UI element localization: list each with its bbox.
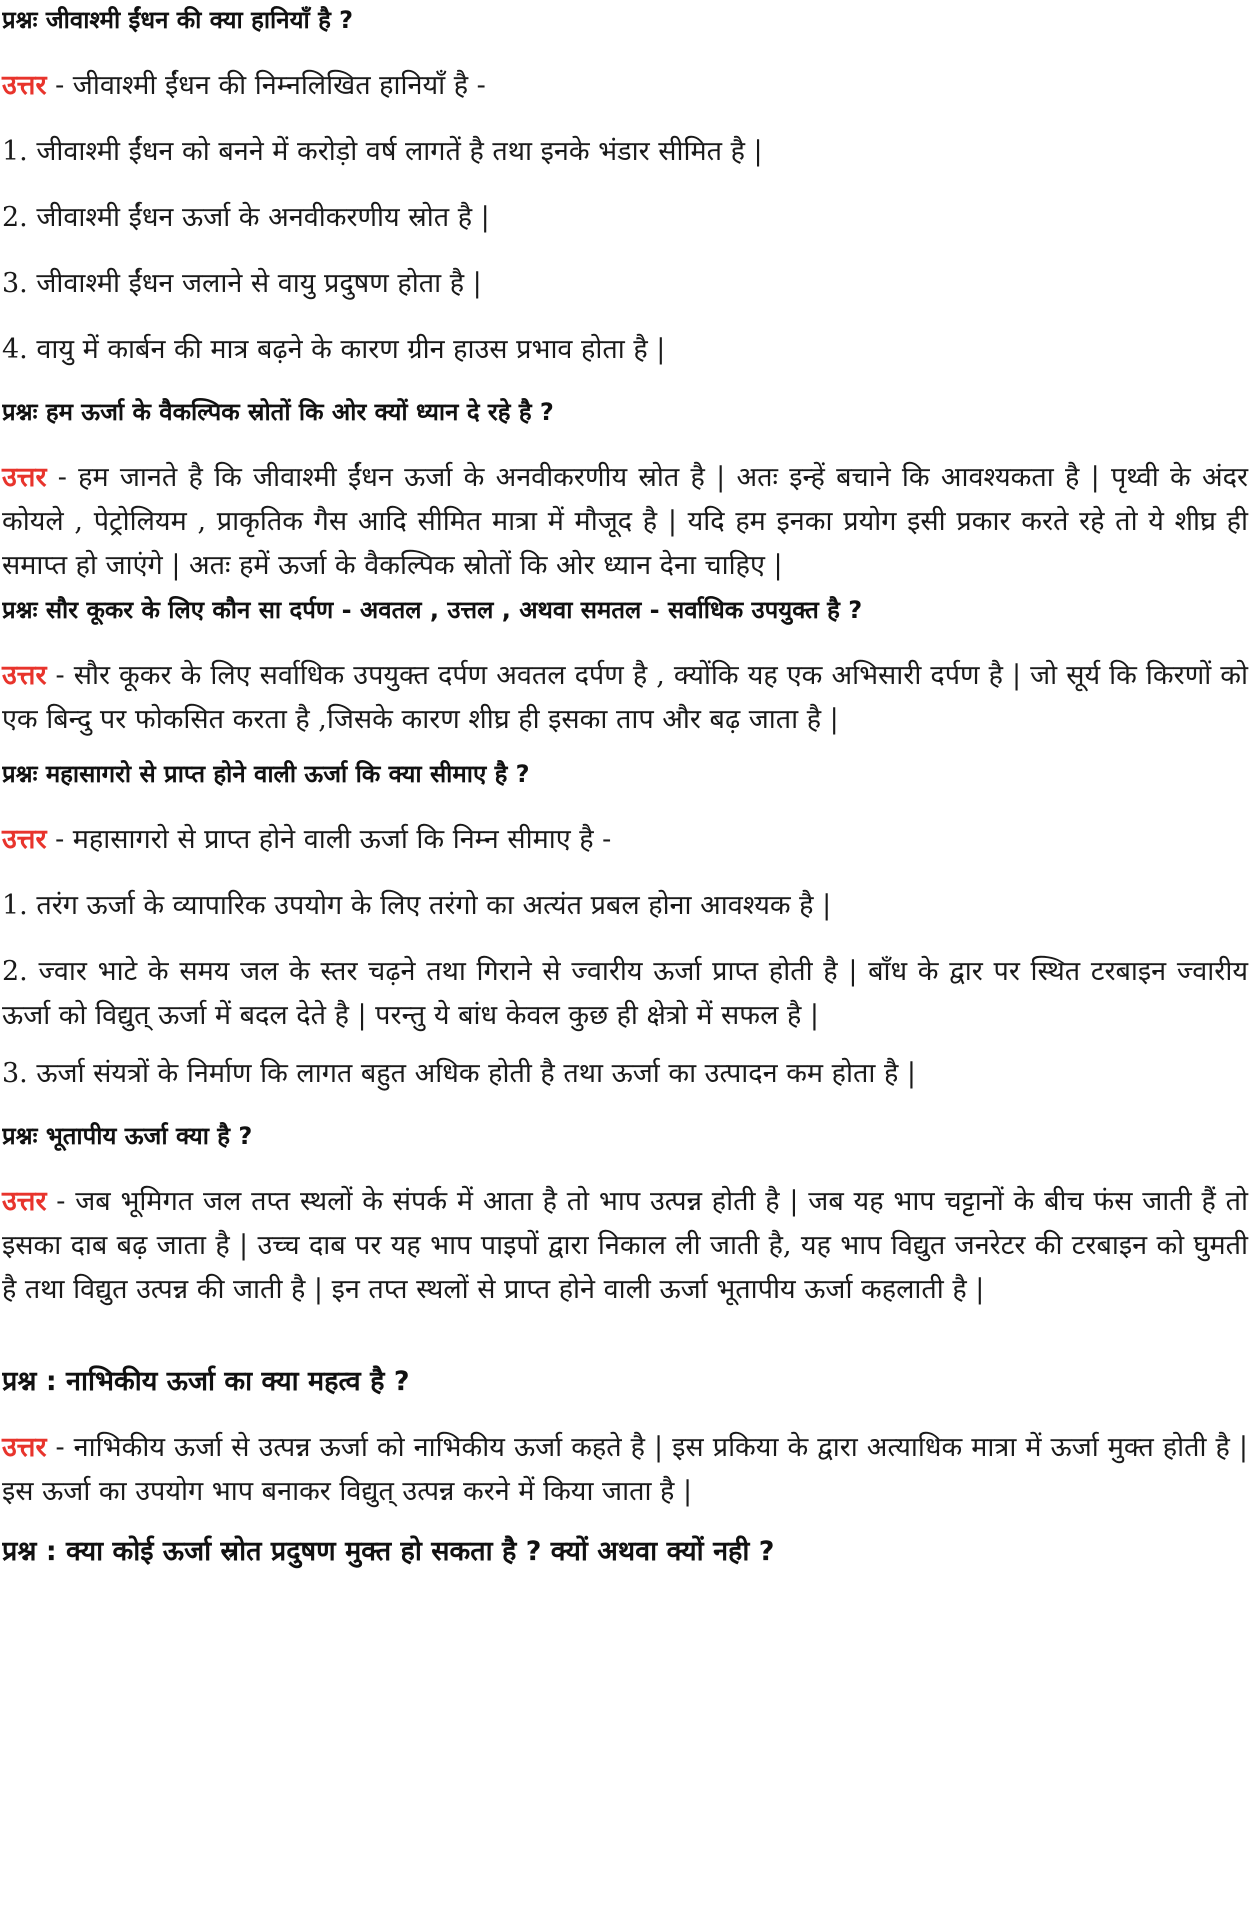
answer-text: - जीवाश्मी ईंधन की निम्नलिखित हानियाँ है - — [46, 70, 486, 101]
answer-paragraph — [2, 456, 1248, 588]
answer-paragraph — [2, 1180, 1248, 1312]
answer-text: - महासागरो से प्राप्त होने वाली ऊर्जा कि निम्न सीमाए है - — [46, 824, 612, 855]
question-heading: प्रश्न : क्या कोई ऊर्जा स्रोत प्रदुषण मुक्त हो सकता है ? क्यों अथवा क्यों नही ? — [2, 1536, 775, 1567]
answer-label: उत्तर — [2, 70, 47, 101]
answer-label: उत्तर — [2, 1432, 47, 1463]
answer-label: उत्तर — [2, 1186, 47, 1217]
answer-label: उत्तर — [2, 824, 47, 855]
answer-paragraph — [2, 1426, 1248, 1514]
answer-intro — [2, 818, 1248, 862]
answer-point: 3. ऊर्जा संयत्रों के निर्माण कि लागत बहुत अधिक होती है तथा ऊर्जा का उत्पादन कम होता है | — [2, 1058, 916, 1089]
answer-text: - जब भूमिगत जल तप्त स्थलों के संपर्क में आता है तो भाप उत्पन्न होती है | जब यह भाप चट्टानों के बीच फंस जाती हैं तो इसका दाब बढ़ जाता है | उच्च दाब पर यह भाप पाइपों द्वारा निकाल ली जाती है, यह भाप विद्युत जनरेटर की टरबाइन को घुमती है तथा विद्युत उत्पन्न की जाती है | इन तप्त स्थलों से प्राप्त होने वाली ऊर्जा भूतापीय ऊर्जा कहलाती है | — [2, 1186, 1248, 1305]
answer-intro — [2, 64, 1248, 108]
question-heading: प्रश्न : नाभिकीय ऊर्जा का क्या महत्व है ? — [2, 1366, 410, 1397]
question-heading: प्रश्नः जीवाश्मी ईंधन की क्या हानियाँ है ? — [2, 6, 354, 34]
question-heading: प्रश्नः हम ऊर्जा के वैकल्पिक स्रोतों कि ओर क्यों ध्यान दे रहे है ? — [2, 398, 554, 426]
answer-point: 2. ज्वार भाटे के समय जल के स्तर चढ़ने तथा गिराने से ज्वारीय ऊर्जा प्राप्त होती है | बाँध के द्वार पर स्थित टरबाइन ज्वारीय ऊर्जा को विद्युत् ऊर्जा में बदल देते है | परन्तु ये बांध केवल कुछ ही क्षेत्रो में सफल है | — [2, 956, 1248, 1031]
answer-point: 3. जीवाश्मी ईंधन जलाने से वायु प्रदुषण होता है | — [2, 268, 482, 299]
answer-paragraph — [2, 654, 1248, 742]
answer-label: उत्तर — [2, 660, 47, 691]
question-heading: प्रश्नः सौर कूकर के लिए कौन सा दर्पण - अवतल , उत्तल , अथवा समतल - सर्वाधिक उपयुक्त है ? — [2, 596, 863, 624]
answer-point: 4. वायु में कार्बन की मात्र बढ़ने के कारण ग्रीन हाउस प्रभाव होता है | — [2, 334, 666, 365]
answer-text: - नाभिकीय ऊर्जा से उत्पन्न ऊर्जा को नाभिकीय ऊर्जा कहते है | इस प्रकिया के द्वारा अत्याधिक मात्रा में ऊर्जा मुक्त होती है | इस ऊर्जा का उपयोग भाप बनाकर विद्युत् उत्पन्न करने में किया जाता है | — [2, 1432, 1248, 1507]
answer-point: 1. जीवाश्मी ईंधन को बनने में करोड़ो वर्ष लागतें है तथा इनके भंडार सीमित है | — [2, 136, 763, 167]
answer-point: 1. तरंग ऊर्जा के व्यापारिक उपयोग के लिए तरंगो का अत्यंत प्रबल होना आवश्यक है | — [2, 890, 832, 921]
answer-text: - सौर कूकर के लिए सर्वाधिक उपयुक्त दर्पण अवतल दर्पण है , क्योंकि यह एक अभिसारी दर्पण है | जो सूर्य कि किरणों को एक बिन्दु पर फोकसित करता है ,जिसके कारण शीघ्र ही इसका ताप और बढ़ जाता है | — [2, 660, 1248, 735]
answer-point: 2. जीवाश्मी ईंधन ऊर्जा के अनवीकरणीय स्रोत है | — [2, 202, 490, 233]
answer-label: उत्तर — [2, 462, 47, 493]
question-heading: प्रश्नः भूतापीय ऊर्जा क्या है ? — [2, 1122, 253, 1150]
question-heading: प्रश्नः महासागरो से प्राप्त होने वाली ऊर्जा कि क्या सीमाए है ? — [2, 760, 530, 788]
answer-text: - हम जानते है कि जीवाश्मी ईंधन ऊर्जा के अनवीकरणीय स्रोत है | अतः इन्हें बचाने कि आवश्यकता है | पृथ्वी के अंदर कोयले , पेट्रोलियम , प्राकृतिक गैस आदि सीमित मात्रा में मौजूद है | यदि हम इनका प्रयोग इसी प्रकार करते रहे तो ये शीघ्र ही समाप्त हो जाएंगे | अतः हमें ऊर्जा के वैकल्पिक स्रोतों कि ओर ध्यान देना चाहिए | — [2, 462, 1248, 581]
